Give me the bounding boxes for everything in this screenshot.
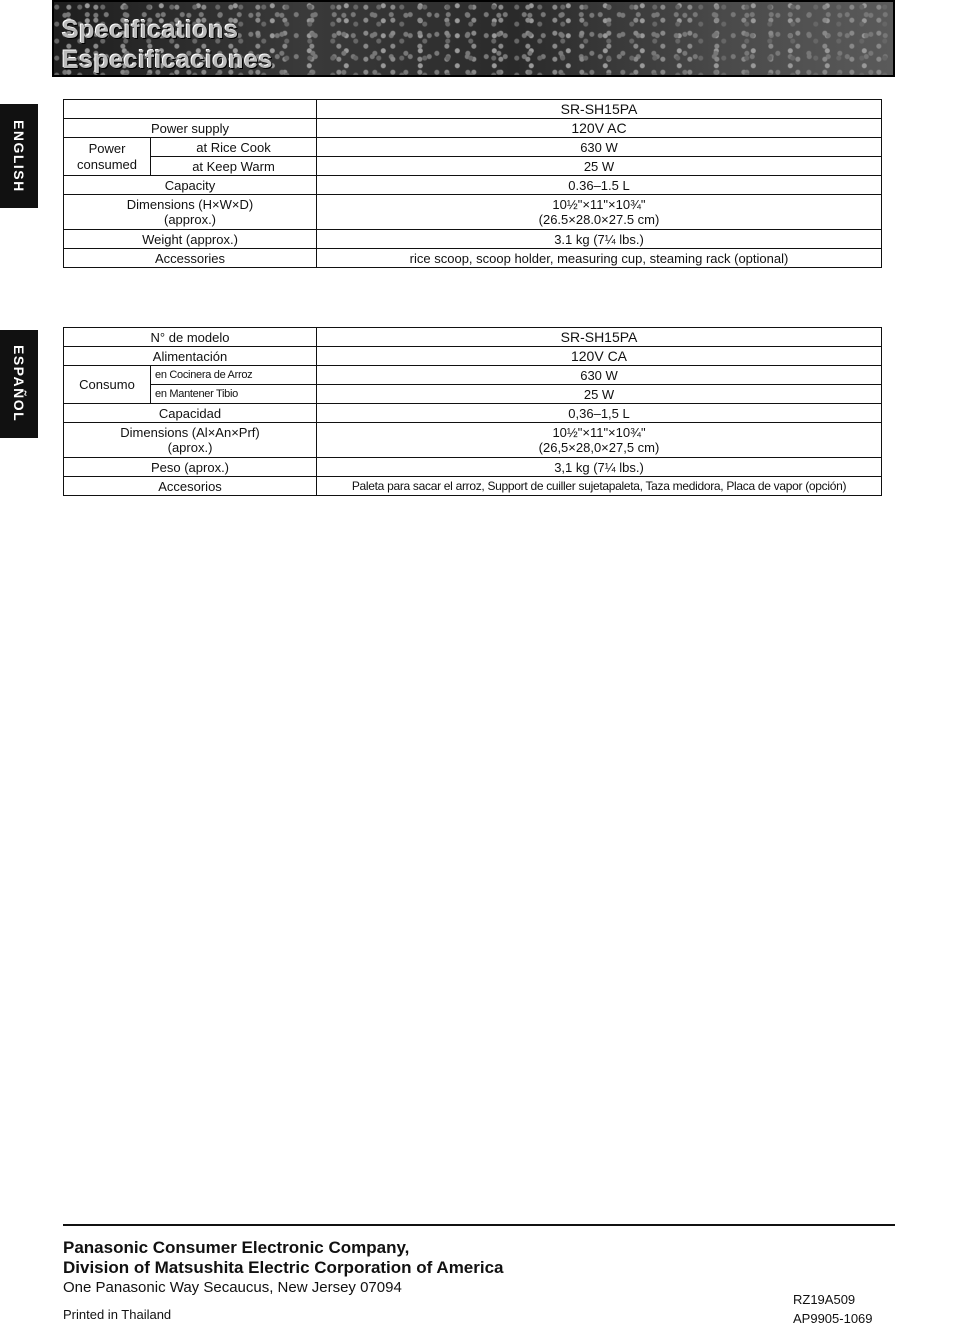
- printed-in: Printed in Thailand: [63, 1307, 172, 1322]
- title-spanish: Especificaciones: [62, 46, 273, 74]
- model-label: N° de modelo: [64, 328, 317, 347]
- model-label: [64, 100, 317, 119]
- keep-warm-value: 25 W: [317, 157, 882, 176]
- capacity-label: Capacidad: [64, 404, 317, 423]
- model-value: SR-SH15PA: [317, 328, 882, 347]
- side-tab-english-label: ENGLISH: [11, 119, 27, 193]
- table-row: [64, 366, 882, 385]
- accessories-label: Accesorios: [64, 477, 317, 496]
- title-english: Specifications: [62, 16, 239, 44]
- rice-cook-label: at Rice Cook: [151, 138, 317, 157]
- power-supply-label: Alimentación: [64, 347, 317, 366]
- specifications-banner: [52, 0, 895, 77]
- keep-warm-value: 25 W: [317, 385, 882, 404]
- rice-cook-label: en Cocinera de Arroz: [151, 366, 317, 385]
- dimensions-label-line-1: Dimensions (H×W×D): [126, 197, 254, 212]
- table-row: [64, 385, 882, 404]
- document-code-1: RZ19A509: [793, 1292, 856, 1307]
- table-row: [64, 230, 882, 249]
- table-row: [64, 477, 882, 496]
- power-supply-value: 120V AC: [317, 119, 882, 138]
- dimensions-label: [64, 423, 317, 458]
- table-row: [64, 138, 882, 157]
- dimensions-label-line-1: Dimensions (Al×An×Prf): [120, 425, 260, 440]
- company-address: One Panasonic Way Secaucus, New Jersey 07094: [63, 1279, 402, 1296]
- dimensions-value-line-2: (26,5×28,0×27,5 cm): [538, 440, 660, 455]
- document-code-2: AP9905-1069: [793, 1311, 873, 1326]
- weight-value: 3.1 kg (7¼ lbs.): [317, 230, 882, 249]
- table-row: [64, 458, 882, 477]
- capacity-value: 0.36–1.5 L: [317, 176, 882, 195]
- dimensions-label-line-2: (aprox.): [167, 440, 213, 455]
- rice-cook-value: 630 W: [317, 138, 882, 157]
- company-division: Division of Matsushita Electric Corporation of America: [63, 1258, 504, 1277]
- table-row: [64, 423, 882, 458]
- dimensions-value-line-2: (26.5×28.0×27.5 cm): [538, 212, 660, 227]
- dimensions-label-line-2: (approx.): [163, 212, 217, 227]
- side-tab-espanol-label: ESPAÑOL: [11, 345, 27, 423]
- capacity-value: 0,36–1,5 L: [317, 404, 882, 423]
- model-value: SR-SH15PA: [317, 100, 882, 119]
- table-row: [64, 195, 882, 230]
- company-name: Panasonic Consumer Electronic Company,: [63, 1238, 410, 1257]
- accessories-value: rice scoop, scoop holder, measuring cup, steaming rack (optional): [317, 249, 882, 268]
- keep-warm-label: at Keep Warm: [151, 157, 317, 176]
- table-row: [64, 404, 882, 423]
- power-consumed-label: Consumo: [64, 366, 151, 404]
- side-tab-espanol: [0, 330, 38, 438]
- power-consumed-label: Power consumed: [64, 138, 151, 176]
- english-spec-table: [63, 99, 882, 268]
- accessories-label: Accessories: [64, 249, 317, 268]
- weight-value: 3,1 kg (7¼ lbs.): [317, 458, 882, 477]
- weight-label: Weight (approx.): [64, 230, 317, 249]
- table-row: [64, 119, 882, 138]
- power-supply-label: Power supply: [64, 119, 317, 138]
- dimensions-value-line-1: 10½"×11"×10¾": [552, 197, 646, 212]
- dimensions-value-line-1: 10½"×11"×10¾": [552, 425, 646, 440]
- dimensions-label: [64, 195, 317, 230]
- table-row: [64, 249, 882, 268]
- table-row: [64, 328, 882, 347]
- accessories-value: Paleta para sacar el arroz, Support de cuiller sujetapaleta, Taza medidora, Placa de vapor (opción): [317, 477, 882, 496]
- table-row: [64, 347, 882, 366]
- side-tab-english: [0, 104, 38, 208]
- dimensions-value: [317, 195, 882, 230]
- table-row: [64, 100, 882, 119]
- power-supply-value: 120V CA: [317, 347, 882, 366]
- keep-warm-label: en Mantener Tibio: [151, 385, 317, 404]
- capacity-label: Capacity: [64, 176, 317, 195]
- footer-divider: [63, 1224, 895, 1226]
- table-row: [64, 176, 882, 195]
- weight-label: Peso (aprox.): [64, 458, 317, 477]
- table-row: [64, 157, 882, 176]
- rice-cook-value: 630 W: [317, 366, 882, 385]
- spanish-spec-table: [63, 327, 882, 496]
- dimensions-value: [317, 423, 882, 458]
